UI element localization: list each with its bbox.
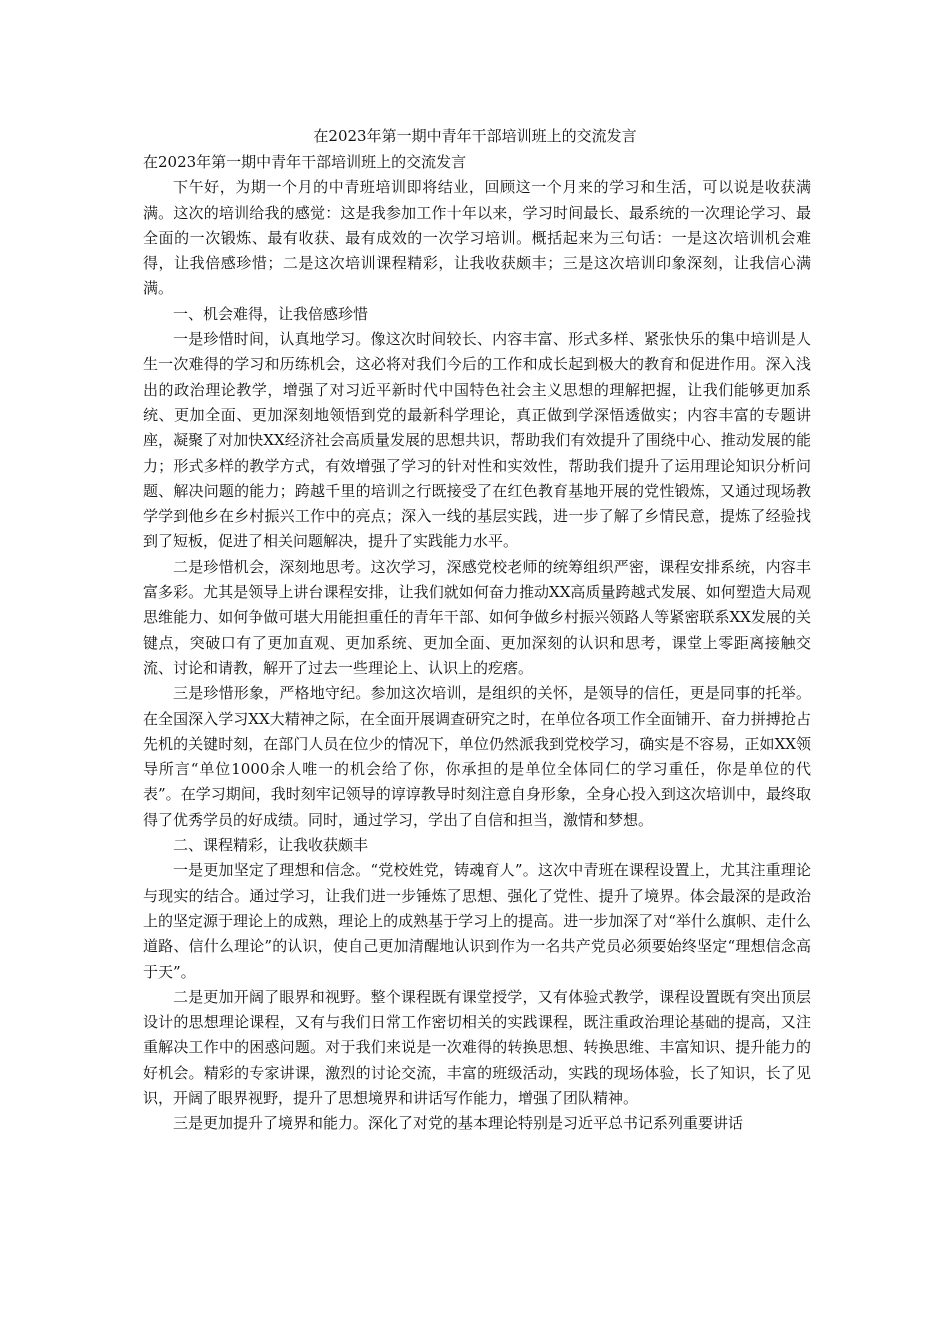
section-heading-1: 一、机会难得，让我倍感珍惜	[173, 304, 369, 323]
section-heading-2: 二、课程精彩，让我收获颇丰	[173, 836, 369, 855]
document-subtitle: 在2023年第一期中青年干部培训班上的交流发言	[143, 153, 467, 171]
document-body	[143, 150, 811, 1137]
paragraph-1-2: 二是珍惜机会，深刻地思考。这次学习，深感党校老师的统筹组织严密，课程安排系统，内容丰富多彩。尤其是领导上讲台课程安排，让我们就如何奋力推动XX高质量跨越式发展、如何塑造大局观思维能力、如何争做可堪大用能担重任的青年干部、如何争做乡村振兴领路人等紧密联系XX发展的关键点，突破口有了更加直观、更加系统、更加全面、更加深刻的认识和思考，课堂上零距离接触交流、讨论和请教，解开了过去一些理论上、认识上的疙瘩。	[143, 557, 811, 677]
paragraph-1-1: 一是珍惜时间，认真地学习。像这次时间较长、内容丰富、形式多样、紧张快乐的集中培训是人生一次难得的学习和历练机会，这必将对我们今后的工作和成长起到极大的教育和促进作用。深入浅出的政治理论教学，增强了对习近平新时代中国特色社会主义思想的理解把握，让我们能够更加系统、更加全面、更加深刻地领悟到党的最新科学理论，真正做到学深悟透做实；内容丰富的专题讲座，凝聚了对加快XX经济社会高质量发展的思想共识，帮助我们有效提升了围绕中心、推动发展的能力；形式多样的教学方式，有效增强了学习的针对性和实效性，帮助我们提升了运用理论知识分析问题、解决问题的能力；跨越千里的培训之行既接受了在红色教育基地开展的党性锻炼，又通过现场教学学到他乡在乡村振兴工作中的亮点；深入一线的基层实践，进一步了解了乡情民意，提炼了经验找到了短板，促进了相关问题解决，提升了实践能力水平。	[143, 330, 811, 551]
paragraph-intro: 下午好，为期一个月的中青班培训即将结业，回顾这一个月来的学习和生活，可以说是收获满满。这次的培训给我的感觉：这是我参加工作十年以来，学习时间最长、最系统的一次理论学习、最全面的一次锻炼、最有收获、最有成效的一次学习培训。概括起来为三句话：一是这次培训机会难得，让我倍感珍惜；二是这次培训课程精彩，让我收获颇丰；三是这次培训印象深刻，让我信心满满。	[143, 178, 811, 298]
paragraph-2-3: 三是更加提升了境界和能力。深化了对党的基本理论特别是习近平总书记系列重要讲话	[173, 1114, 744, 1133]
paragraph-2-1: 一是更加坚定了理想和信念。“党校姓党，铸魂育人”。这次中青班在课程设置上，尤其注重理论与现实的结合。通过学习，让我们进一步锤炼了思想、强化了党性、提升了境界。体会最深的是政治上的坚定源于理论上的成熟，理论上的成熟基于学习上的提高。进一步加深了对“举什么旗帜、走什么道路、信什么理论”的认识，使自己更加清醒地认识到作为一名共产党员必须要始终坚定“理想信念高于天”。	[143, 861, 811, 981]
paragraph-2-2: 二是更加开阔了眼界和视野。整个课程既有课堂授学，又有体验式教学，课程设置既有突出顶层设计的思想理论课程，又有与我们日常工作密切相关的实践课程，既注重政治理论基础的提高，又注重解决工作中的困惑问题。对于我们来说是一次难得的转换思想、转换思维、丰富知识、提升能力的好机会。精彩的专家讲课，激烈的讨论交流，丰富的班级活动，实践的现场体验，长了知识，长了见识，开阔了眼界视野，提升了思想境界和讲话写作能力，增强了团队精神。	[143, 987, 811, 1107]
paragraph-1-3: 三是珍惜形象，严格地守纪。参加这次培训，是组织的关怀，是领导的信任，更是同事的托举。在全国深入学习XX大精神之际，在全面开展调查研究之时，在单位各项工作全面铺开、奋力拼搏抢占先机的关键时刻，在部门人员在位少的情况下，单位仍然派我到党校学习，确实是不容易，正如XX领导所言“单位1000余人唯一的机会给了你，你承担的是单位全体同仁的学习重任，你是单位的代表”。在学习期间，我时刻牢记领导的谆谆教导时刻注意自身形象，全身心投入到这次培训中，最终取得了优秀学员的好成绩。同时，通过学习，学出了自信和担当，激情和梦想。	[143, 684, 811, 829]
document-title: 在2023年第一期中青年干部培训班上的交流发言	[313, 127, 637, 145]
